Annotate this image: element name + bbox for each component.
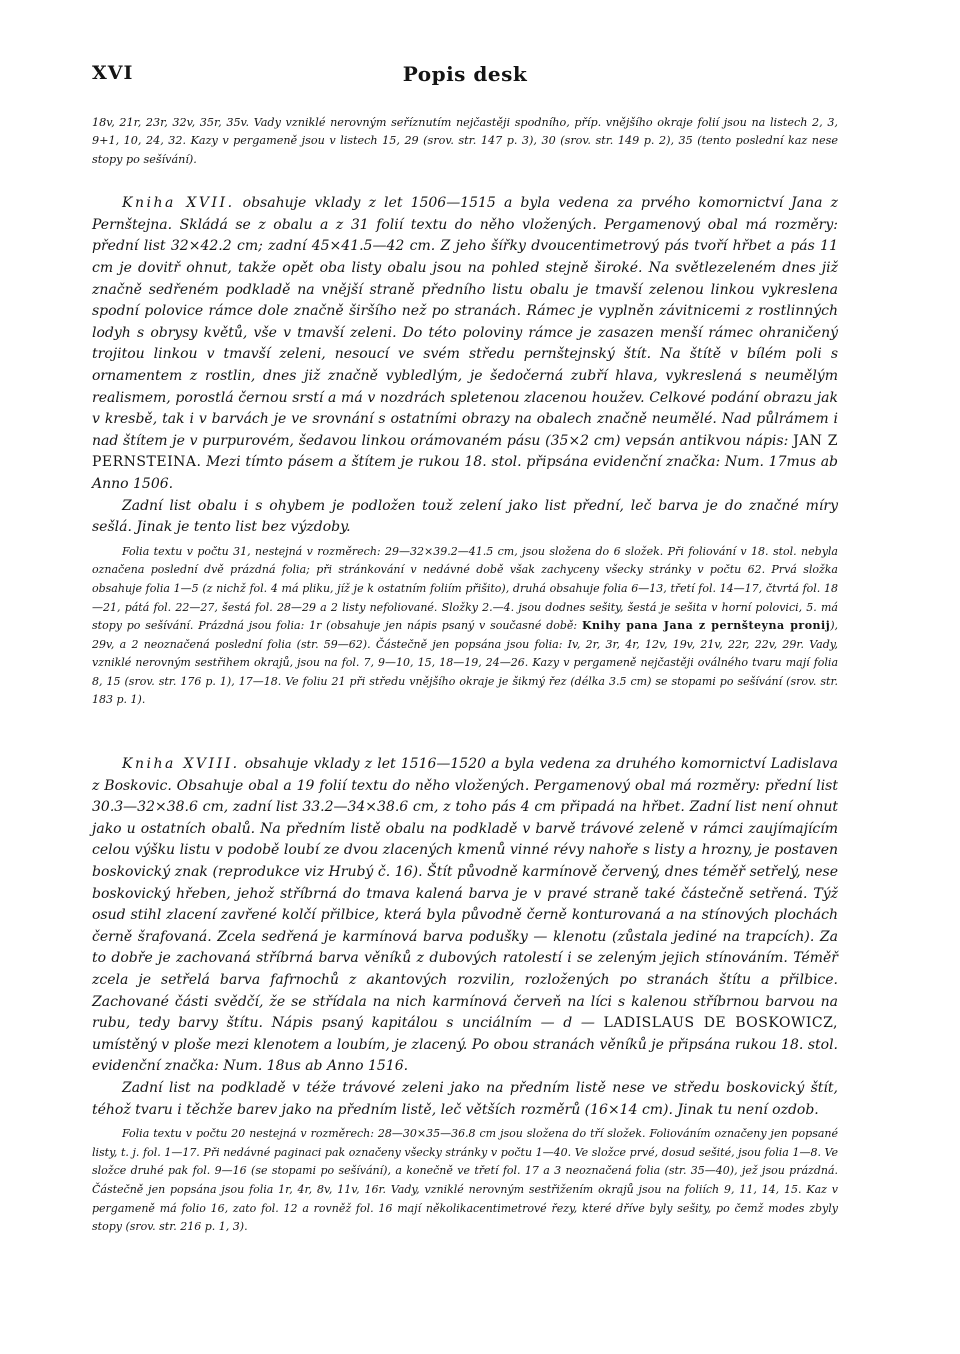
book-xviii-folia-note: Folia textu v počtu 20 nestejná v rozměrech: 28—30×35—36.8 cm jsou složena do tří složek. Foliováním označeny jen popsané listy, t. j. fol. 1—17. Při nedávné paginaci pak označeny všecky stránky v počtu 1—40. Ve složce prvé, dosud sešité, jsou folia 1—8. Ve složce druhé pak fol. 9—16 (se stopami po sešívání), a konečně ve třetí fol. 17 a 3 neoznačená folia (str. 35—40), jež jsou prázdná. Částečně jen popsána jsou folia 1r, 4r, 8v, 11v, 16r. Vady, vzniklé nerovným sestřižením okrajů jsou na foliích 9, 11, 14, 15. Kaz v pergameně má folio 16, zato fol. 12 a rovněž fol. 16 mají několikacentimetrové řezy, které dříve byly sešity, po čemž modes zbyly stopy (srov. str. 216 p. 1, 3).: [92, 1127, 838, 1234]
book-xviii-inscription: LADISLAUS DE BOSKOWICZ,: [603, 1015, 838, 1032]
section-book-xvii: [92, 193, 838, 710]
section-book-xviii: [92, 754, 838, 1237]
book-xvii-inscription: JAN Z PERNSTEINA.: [92, 432, 838, 471]
book-xvii-note-b: ), 29v, a 2 neoznačená poslední folia (str. 59—62). Částečně jen popsána jsou folia: Iv, 2r, 3r, 4r, 12v, 19v, 21v, 22r, 22v, 29r. Vady, vzniklé nerovným sestřihem okrajů, jsou na fol. 7, 9—10, 15, 18—19, 24—26. Kazy v pergameně nejčastěji oválného tvaru mají folia 8, 15 (srov. str. 176 p. 1), 17—18. Ve foliu 21 při středu vnějšího okraje je šikmý řez (délka 3.5 cm) se stopami po sešívání (srov. str. 183 p. 1).: [92, 619, 838, 707]
running-title: Popis desk: [402, 62, 528, 86]
book-xviii-text-a: obsahuje vklady z let 1516—1520 a byla vedena za druhého komornictví Ladislava z Boskovic. Obsahuje obal a 19 folií textu do něho vložených. Pergamenový obal má rozměry: přední list 30.3—32×38.6 cm, zadní list 33.2—34×38.6 cm, z toho pás 4 cm připadá na hřbet. Zadní list není ohnut jako u ostatních obalů. Na předním listě obalu na podkladě v barvě trávové zeleně v rámci zaujímajícím celou výšku listu v podobě loubí ze dvou zlacených kmenů vinné révy nahoře s listy a hrozny, je postaven boskovický znak (reprodukce viz Hrubý č. 16). Štít původně karmínově červený, dnes téměř setřelý, nese boskovický hřeben, jehož stříbrná do tmava kalená barva je v pravé straně také částečně setřená. Týž osud stihl zlacení zavřené kolčí přilbice, která byla původně černě konturovaná a na stínových plochách černě šrafovaná. Zcela sedřená je karmínová barva podušky — klenotu (zůstala jediné na trapcích). Za to dobře je zachovaná stříbrná barva věníků z dubových ratolestí i se zeleným jejich stínováním. Téměř zcela je setřelá barva fafrnochů z akantových rozvilin, rozložených po stranách štítu a přilbice. Zachované části svědčí, že se střídala na nich karmínová červeň na líci s kalenou stříbrnou barvou na rubu, tedy barvy štítu. Nápis psaný kapitálou s unciálním — d —: [92, 756, 839, 1032]
book-xvii-text-b: Mezi tímto pásem a štítem je rukou 18. stol. připsána evidenční značka: Num. 17mus ab Anno 1506.: [92, 454, 838, 492]
book-xviii-paragraph-1: [92, 754, 838, 1078]
book-xvii-text-a: obsahuje vklady z let 1506—1515 a byla vedena za prvého komornictví Jana z Pernštejna. Skládá se z obalu a z 31 folií textu do něho vložených. Pergamenový obal má rozměry: přední list 32×42.2 cm; zadní 45×41.5—42 cm. Z jeho šířky dvoucentimetrový pás tvoří hřbet a pás 11 cm je dovitř ohnut, takže opět oba listy obalu jsou na pohled stejně široké. Na světlezeleném dnes již značně sedřeném podkladě na vnější straně předního listu obalu je tmavší zelenou linkou vykreslena spodní polovice rámce dole značně širšího než po stranách. Rámec je vyplněn závitnicemi z rostlinných lodyh s obrysy květů, vše v tmavší zeleni. Do této poloviny rámce je zasazen menší rámec ohraničený trojitou linkou v tmavší zeleni, nesoucí ve svém středu pernštejnský štít. Na štítě v bílém poli s ornamentem z rostlin, dnes již značně vybledlým, je šedočerná zubří hlava, vykreslená s neumělým realismem, porostlá černou srstí a má v nozdrách spletenou zlacenou houžev. Celkové podání obrazu jak v kresbě, tak i v barvách je ve srovnání s ostatními obrazy na obalech značně neumělé. Nad půlrámem i nad štítem je v purpurovém, šedavou linkou orámovaném pásu (35×2 cm) vepsán antikvou nápis:: [92, 195, 839, 449]
book-xvii-note-inscription: Knihy pana Jana z pernšteyna pronij: [581, 619, 831, 633]
book-xviii-heading: Kniha XVIII.: [122, 756, 240, 773]
page-header: [92, 58, 838, 88]
page: [92, 58, 838, 1237]
carryover-note: 18v, 21r, 23r, 32v, 35r, 35v. Vady vzniklé nerovným seříznutím nejčastěji spodního, příp. vnějšího okraje folií jsou na listech 2, 3, 9+1, 10, 24, 32. Kazy v pergameně jsou v listech 15, 29 (srov. str. 147 p. 3), 30 (srov. str. 149 p. 2), 35 (tento poslední kaz nese stopy po sešívání).: [92, 116, 838, 166]
book-xvii-note-a: Folia textu v počtu 31, nestejná v rozměrech: 29—32×39.2—41.5 cm, jsou složena do 6 složek. Při foliování v 18. stol. nebyla označena poslední dvě prázdná folia; při stránkování v nedávné době však zachyceny všecky stránky v počtu 62. Prvá složka obsahuje folia 1—5 (z nichž fol. 4 má pliku, jíž je k ostatním foliím přišito), druhá obsahuje folia 6—13, třetí fol. 14—17, čtvrtá fol. 18—21, pátá fol. 22—27, šestá fol. 28—29 a 2 listy nefoliované. Složky 2.—4. jsou dodnes sešity, šestá je sešita v horní polovici, 5. má stopy po sešívání. Prázdná jsou folia: 1r (obsahuje jen nápis psaný v současné době:: [92, 544, 838, 633]
book-xvii-paragraph-1: [92, 193, 838, 495]
book-xviii-text-b: umístěný v ploše mezi klenotem a loubím, je zlacený. Po obou stranách věníků je připsána rukou 18. stol. evidenční značka: Num. 18us ab Anno 1516.: [92, 1036, 838, 1075]
book-xvii-folia-note: [92, 543, 838, 710]
book-xviii-paragraph-2: Zadní list na podkladě v téže trávové zeleni jako na předním listě nese ve středu boskovický štít, téhož tvaru i těchže barev jako na předním listě, leč větších rozměrů (16×14 cm). Jinak tu není ozdob.: [92, 1079, 838, 1118]
book-xvii-heading: Kniha XVII.: [122, 195, 235, 212]
page-number: XVI: [92, 62, 134, 84]
book-xvii-paragraph-2: Zadní list obalu i s ohybem je podložen touž zelení jako list přední, leč barva je do značné míry sešlá. Jinak je tento list bez výzdoby.: [92, 497, 838, 536]
